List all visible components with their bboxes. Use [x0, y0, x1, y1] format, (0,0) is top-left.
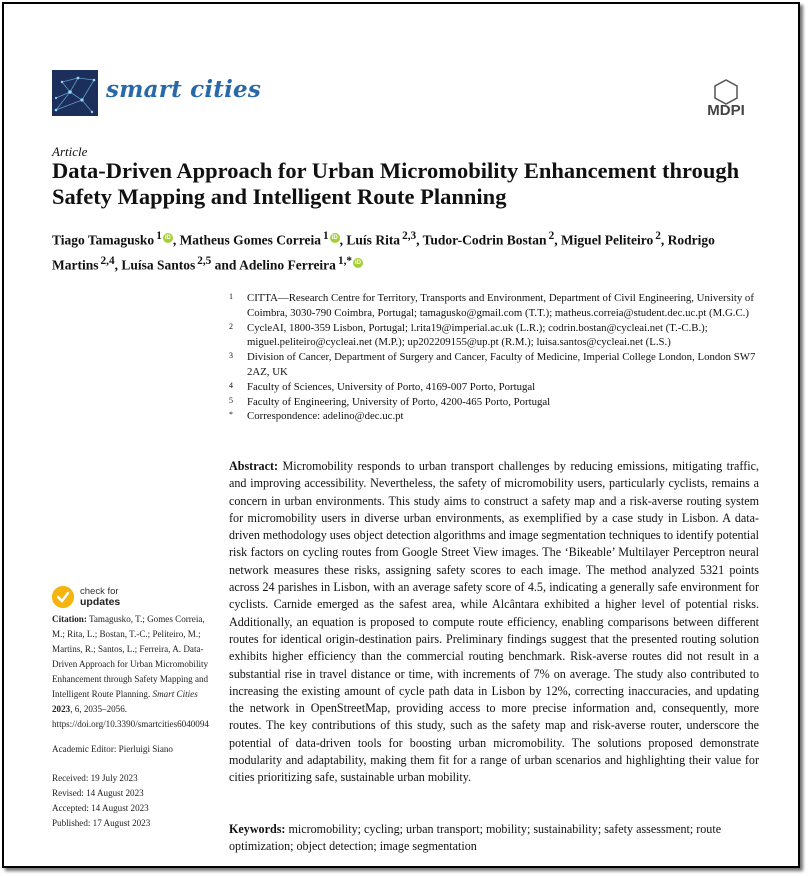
affiliation — [229, 409, 769, 424]
affiliation-mark: 1 — [229, 292, 233, 301]
affiliation-mark: * — [229, 410, 233, 420]
affiliation-text: Correspondence: adelino@dec.uc.pt — [247, 410, 404, 423]
abstract-text: Micromobility responds to urban transport challenges by reducing emissions, mitigating traffic, and improving accessibility. Nevertheless, the safety of micromobility users, particularly cyclists, remains a concern in urban environments. This study aims to construct a safety map and a risk-averse routing system for micromobility users in diverse urban environments, as exemplified by a case study in Lisbon. A data-driven methodology uses object detection algorithms and image segmentation techniques to identify potential risk factors on cycling routes from Google Street View images. The ‘Bikeable’ Multilayer Perceptron neural network measures these risks, assigning safety scores to each image. The method analyzed 5321 points across 24 parishes in Lisbon, with an average safety score of 4.5, indicating a generally safe environment for cyclists. Carnide emerged as the safest area, while Alcântara exhibited a higher level of potential risks. Additionally, an equation is proposed to compute route efficiency, enabling comparisons between different routes for identical origin-destination pairs. Preliminary findings suggest that the presented routing solution exhibits higher efficiency than the commercial routing benchmark. Risk-averse routes did not result in a substantial rise in travel distance or time, with increments of 7% on average. The study also contributed to increasing the existing amount of cycle path data in Lisbon by 12%, correcting inaccuracies, and updating the network in OpenStreetMap, providing access to more precise information and, consequently, more routes. The key contributions of this study, such as the safety map and risk-averse router, underscore the potential of data-driven tools for boosting urban micromobility. The solutions proposed demonstrate modularity and adaptability, making them fit for a range of urban scenarios and highlighting their value for cities prioritizing safe, sustainable urban mobility. — [229, 459, 759, 785]
author: Tudor-Codrin Bostan — [422, 232, 547, 248]
check-for-updates-badge[interactable] — [52, 586, 182, 608]
journal-name: smart cities — [106, 76, 262, 103]
affiliation — [229, 380, 769, 395]
author-affil-sup: 1 — [323, 230, 329, 242]
affiliation — [229, 395, 769, 410]
affiliation — [229, 350, 769, 380]
author: Miguel Peliteiro — [560, 232, 654, 248]
keywords-label: Keywords: — [229, 822, 286, 836]
check-updates-icon — [52, 586, 74, 608]
affiliation-mark: 2 — [229, 321, 233, 331]
affiliation-text: Division of Cancer, Department of Surgery and Cancer, Faculty of Medicine, Imperial College London, London SW7 2AZ, UK — [247, 351, 756, 378]
date-published: Published: 17 August 2023 — [52, 818, 151, 828]
author-affil-sup: 2,3 — [402, 230, 417, 242]
author-separator: , — [339, 232, 347, 248]
abstract — [229, 458, 759, 787]
author: Rodrigo Martins — [52, 232, 715, 272]
affiliation-text: Faculty of Engineering, University of Porto, 4200-465 Porto, Portugal — [247, 395, 551, 408]
affiliation-list — [229, 291, 769, 424]
date-revised: Revised: 14 August 2023 — [52, 788, 144, 798]
affiliation-text: Faculty of Sciences, University of Porto, 4169-007 Porto, Portugal — [247, 380, 536, 393]
author-affil-sup: 2,4 — [100, 254, 115, 267]
article-type: Article — [52, 144, 88, 159]
mdpi-logo-icon — [696, 78, 756, 118]
author-separator: , — [660, 232, 668, 248]
author-separator: , — [416, 232, 423, 248]
author-affil-sup: 2 — [548, 230, 555, 242]
author: Tiago Tamagusko — [52, 232, 155, 248]
author-separator: , — [114, 257, 122, 272]
orcid-icon[interactable]: iD — [164, 235, 171, 241]
keywords — [229, 821, 759, 856]
author-affil-sup: 2 — [655, 230, 661, 242]
author: Matheus Gomes Correia — [179, 232, 322, 248]
publisher-label: MDPI — [707, 102, 745, 118]
author-affil-sup: 1,* — [337, 254, 352, 267]
author: Luísa Santos — [121, 257, 196, 272]
paper-title: Data-Driven Approach for Urban Micromobility Enhancement through Safety Mapping and Intelligent Route Planning — [52, 158, 740, 209]
author-separator: , — [172, 232, 180, 248]
date-accepted: Accepted: 14 August 2023 — [52, 803, 149, 813]
check-updates-line2: updates — [80, 596, 121, 608]
affiliation-text: CycleAI, 1800-359 Lisbon, Portugal; l.rita19@imperial.ac.uk (L.R.); codrin.bostan@cycleai.net (T.-C.B.); miguel.peliteiro@cycleai.net (M.P.); up202209155@up.pt (R.M.); luisa.santos@cycleai.net (L.S.) — [247, 321, 708, 349]
author: Luís Rita — [346, 232, 401, 248]
orcid-icon[interactable]: iD — [331, 235, 338, 241]
journal-logo-icon — [52, 70, 98, 116]
abstract-label: Abstract: — [229, 459, 279, 473]
academic-editor: Academic Editor: Pierluigi Siano — [52, 744, 173, 754]
keywords-text: micromobility; cycling; urban transport; mobility; sustainability; safety assessment; route optimization; object detection; image segmentation — [229, 822, 722, 854]
author: Adelino Ferreira — [239, 257, 336, 272]
affiliation-mark: 5 — [229, 395, 233, 405]
date-received: Received: 19 July 2023 — [52, 773, 138, 783]
affiliation-mark: 4 — [229, 380, 233, 390]
author-affil-sup: 1 — [156, 230, 162, 242]
affiliation — [229, 321, 769, 351]
orcid-icon[interactable]: iD — [355, 259, 361, 266]
citation: Citation: Tamagusko, T.; Gomes Correia, M.; Rita, L.; Bostan, T.-C.; Peliteiro, M.; Martins, R.; Santos, L.; Ferreira, A. Data-Driven Approach for Urban Micromobility Enhancement through Safety Mapping and Intelligent Route Planning. Smart Cities 2023, 6, 2035–2056. https://doi.org/10.3390/smartcities6040094 — [52, 614, 209, 729]
author-separator: , — [554, 232, 561, 248]
sidebar — [52, 612, 210, 831]
check-updates-line1: check for — [80, 586, 119, 597]
doi-link[interactable]: , 6, 2035–2056. https://doi.org/10.3390/smartcities6040094 — [52, 704, 209, 729]
affiliation — [229, 291, 769, 321]
author-and: and — [211, 257, 240, 272]
author-affil-sup: 2,5 — [197, 254, 212, 267]
affiliation-mark: 3 — [229, 351, 233, 361]
author-list — [52, 226, 782, 275]
affiliation-text: CITTA—Research Centre for Territory, Transports and Environment, Department of Civil Engineering, University of Coimbra, 3030-790 Coimbra, Portugal; tamagusko@gmail.com (T.T.); matheus.correia@student.dec.uc.pt (M.G.C.) — [247, 292, 754, 319]
